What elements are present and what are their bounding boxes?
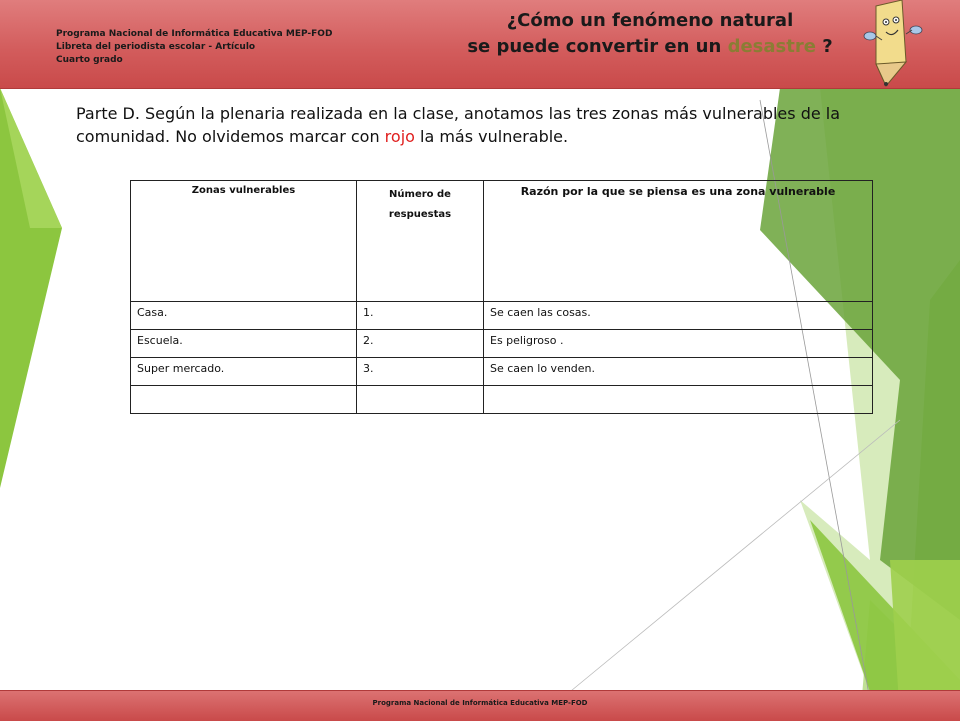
header-zones: Zonas vulnerables xyxy=(131,181,357,302)
header-bar xyxy=(0,0,960,89)
instructions-part-2: la más vulnerable. xyxy=(414,127,569,146)
cell-responses[interactable]: 3. xyxy=(357,358,484,386)
cell-zone[interactable]: Casa. xyxy=(131,302,357,330)
pencil-character-icon xyxy=(862,0,924,88)
page-title xyxy=(440,8,860,60)
cell-responses[interactable]: 1. xyxy=(357,302,484,330)
vulnerable-zones-table xyxy=(130,180,873,414)
title-line-2-start: se puede convertir en un xyxy=(467,36,728,57)
cell-reason[interactable]: Se caen lo venden. xyxy=(484,358,873,386)
cell-zone[interactable]: Escuela. xyxy=(131,330,357,358)
left-green-arrow xyxy=(0,88,70,508)
program-info xyxy=(56,28,332,67)
cell-reason[interactable]: Se caen las cosas. xyxy=(484,302,873,330)
title-line-2 xyxy=(440,34,860,60)
table-row-empty xyxy=(131,386,873,414)
table-header-row xyxy=(131,181,873,302)
cell-reason[interactable] xyxy=(484,386,873,414)
title-line-2-end: ? xyxy=(815,36,833,57)
table-row xyxy=(131,330,873,358)
cell-responses[interactable]: 2. xyxy=(357,330,484,358)
grade-level: Cuarto grado xyxy=(56,55,123,65)
program-name: Programa Nacional de Informática Educativa MEP-FOD xyxy=(56,29,333,39)
instructions-highlight-red: rojo xyxy=(384,127,415,146)
footer-program-name: Programa Nacional de Informática Educativa MEP-FOD xyxy=(372,699,588,707)
instructions-part-1: Parte D. Según la plenaria realizada en la clase, anotamos las tres zonas más vulnerables de la comunidad. No olvidemos marcar con xyxy=(76,104,841,146)
notebook-name: Libreta del periodista escolar - Artículo xyxy=(56,42,256,52)
table-row xyxy=(131,302,873,330)
cell-responses[interactable] xyxy=(357,386,484,414)
header-responses: Número de respuestas xyxy=(357,181,484,302)
title-line-1: ¿Cómo un fenómeno natural xyxy=(506,10,794,31)
header-reason: Razón por la que se piensa es una zona vulnerable xyxy=(484,181,873,302)
footer-bar xyxy=(0,690,960,721)
cell-zone[interactable]: Super mercado. xyxy=(131,358,357,386)
cell-reason[interactable]: Es peligroso . xyxy=(484,330,873,358)
instructions-text xyxy=(76,102,916,148)
title-highlight-word: desastre xyxy=(727,36,816,57)
cell-zone[interactable] xyxy=(131,386,357,414)
table-row xyxy=(131,358,873,386)
